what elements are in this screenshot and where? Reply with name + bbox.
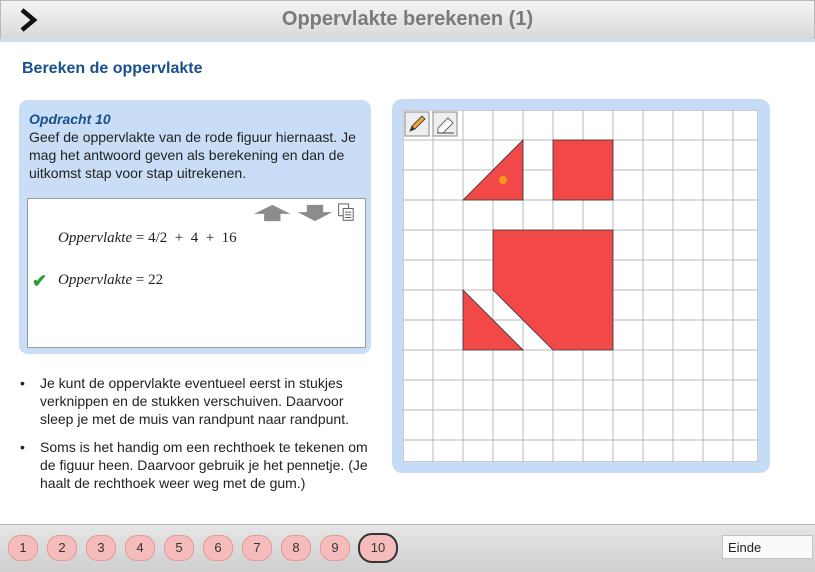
drawing-grid[interactable]: [403, 110, 758, 462]
answer-toolbar: [249, 203, 361, 223]
page-button-9[interactable]: 9: [320, 535, 350, 561]
hints-list: [20, 374, 370, 502]
header-divider: [0, 39, 815, 42]
answer-line-2[interactable]: [58, 272, 163, 289]
page-button-3[interactable]: 3: [86, 535, 116, 561]
end-button[interactable]: Einde: [722, 535, 813, 559]
task-title: Opdracht 10: [29, 111, 111, 127]
answer-box[interactable]: [27, 198, 366, 348]
page-title: Oppervlakte berekenen (1): [281, 8, 534, 30]
answer-expression: = 4/2 + 4 + 16: [135, 230, 237, 246]
page-button-2[interactable]: 2: [47, 535, 77, 561]
bullet: •: [20, 439, 25, 455]
move-down-icon[interactable]: [298, 205, 333, 221]
checkmark-icon: ✔: [32, 271, 48, 291]
page-button-1[interactable]: 1: [8, 535, 38, 561]
square-shape[interactable]: [553, 140, 613, 200]
page-button-6[interactable]: 6: [203, 535, 233, 561]
answer-variable: Oppervlakte: [58, 230, 133, 246]
move-up-icon[interactable]: [254, 205, 290, 221]
page-button-7[interactable]: 7: [242, 535, 272, 561]
hint-text: Je kunt de oppervlakte eventueel eerst in stukjes verknippen en de stukken verschuiven. Daarvoor sleep je met de muis van randpunt naar randpunt.: [40, 375, 349, 427]
hint-item: [20, 438, 370, 492]
task-panel: [19, 100, 371, 354]
answer-variable: Oppervlakte: [58, 272, 133, 288]
hint-text: Soms is het handig om een rechthoek te tekenen om de figuur heen. Daarvoor gebruik je het pennetje. (Je haalt de rechthoek weer weg met de gum.): [40, 439, 368, 491]
drawing-panel: [392, 99, 770, 473]
header-bar: [0, 0, 815, 40]
vertex-marker[interactable]: [499, 176, 507, 184]
page-button-5[interactable]: 5: [164, 535, 194, 561]
answer-expression: = 22: [135, 272, 164, 288]
task-text: Geef de oppervlakte van de rode figuur hiernaast. Je mag het antwoord geven als berekening en dan de uitkomst stap voor stap uitrekenen.: [29, 129, 356, 181]
section-heading: Bereken de oppervlakte: [22, 60, 203, 77]
bottom-navigation: [0, 524, 815, 572]
page-button-10[interactable]: 10: [358, 533, 398, 563]
hint-item: [20, 374, 370, 428]
answer-line-1[interactable]: [58, 230, 237, 247]
bullet: •: [20, 375, 25, 391]
copy-icon[interactable]: [339, 204, 354, 220]
pencil-tool[interactable]: [405, 112, 429, 136]
page-button-8[interactable]: 8: [281, 535, 311, 561]
page-button-4[interactable]: 4: [125, 535, 155, 561]
eraser-tool[interactable]: [433, 112, 457, 136]
